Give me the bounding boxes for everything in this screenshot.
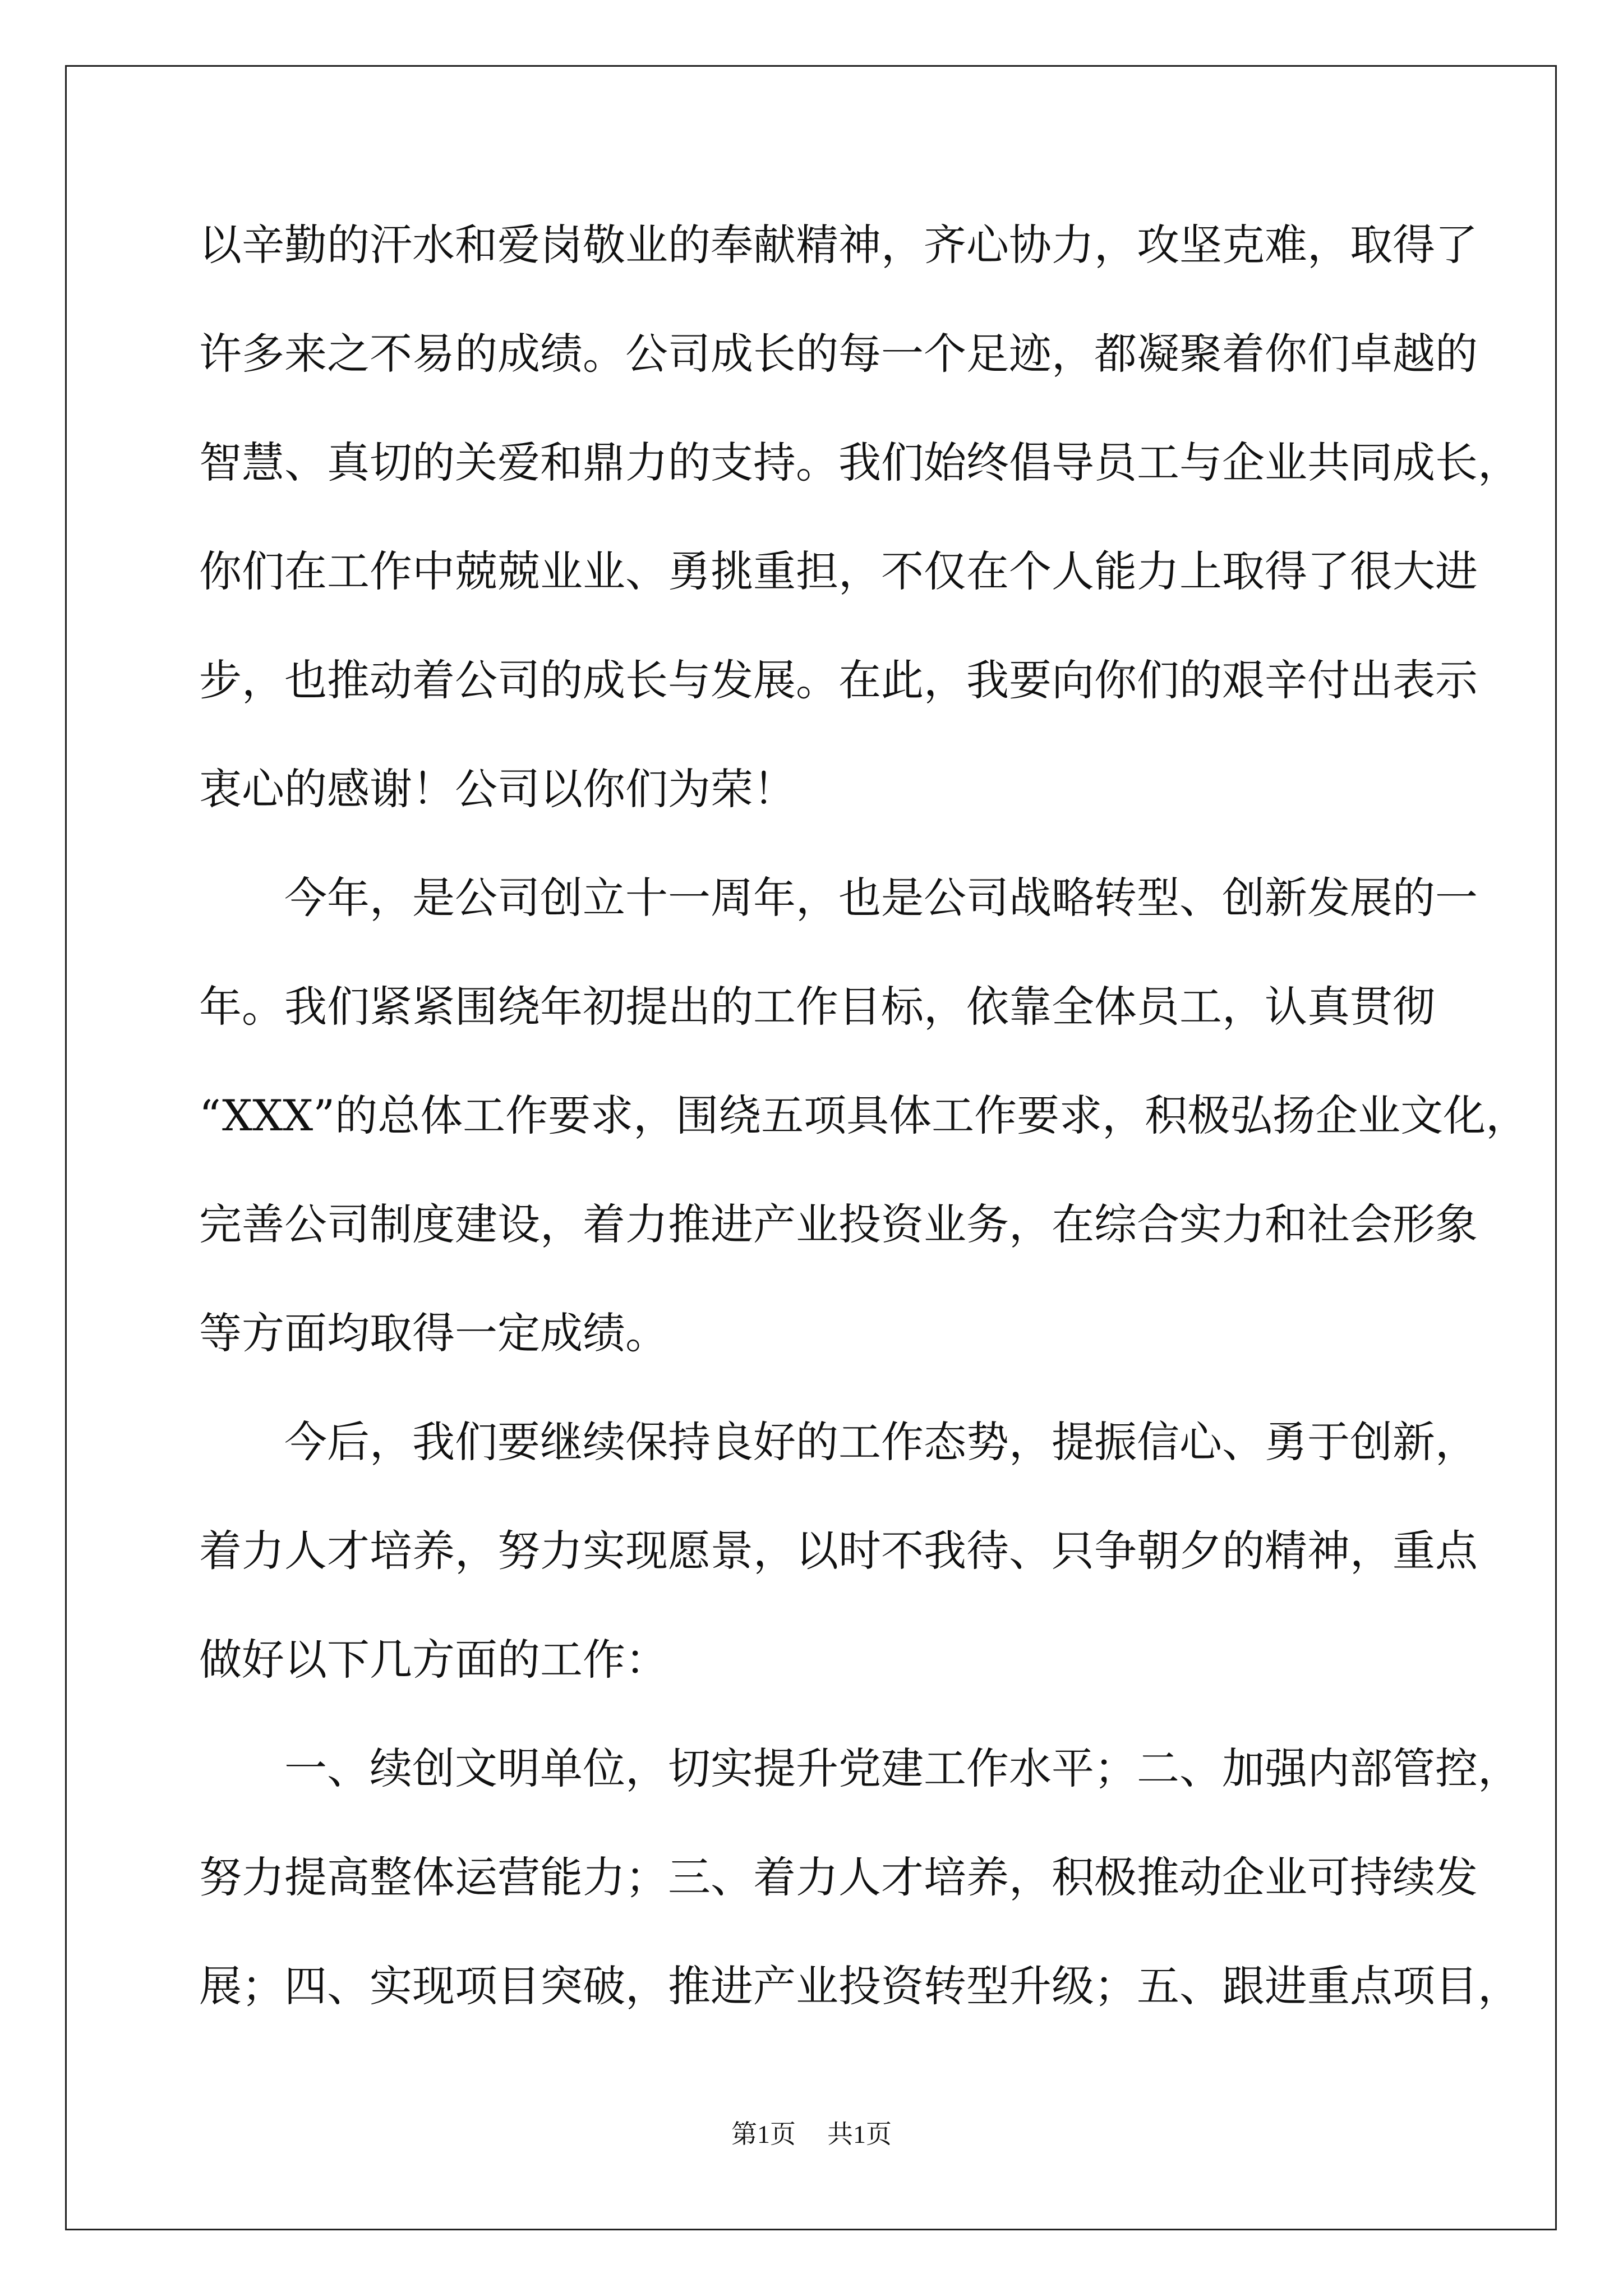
text-line: 衷心的感谢！公司以你们为荣！ (199, 764, 796, 814)
text-line: 以辛勤的汗水和爱岗敬业的奉献精神，齐心协力，攻坚克难，取得了 (199, 220, 1478, 270)
paragraph-start-line: 今后，我们要继续保持良好的工作态势，提振信心、勇于创新， (284, 1417, 1478, 1467)
text-line: 着力人才培养，努力实现愿景，以时不我待、只争朝夕的精神，重点 (199, 1526, 1478, 1576)
text-line: 展；四、实现项目突破，推进产业投资转型升级；五、跟进重点项目， (199, 1961, 1520, 2011)
text-line: 步，也推动着公司的成长与发展。在此，我要向你们的艰辛付出表示 (199, 655, 1478, 705)
page-footer (0, 2118, 1623, 2151)
text-line: “XXX”的总体工作要求，围绕五项具体工作要求，积极弘扬企业文化， (199, 1091, 1529, 1140)
text-line: 智慧、真切的关爱和鼎力的支持。我们始终倡导员工与企业共同成长， (199, 438, 1520, 487)
text-line: 你们在工作中兢兢业业、勇挑重担，不仅在个人能力上取得了很大进 (199, 546, 1478, 596)
text-line: 完善公司制度建设，着力推进产业投资业务，在综合实力和社会形象 (199, 1199, 1478, 1249)
page-total: 共1页 (827, 2120, 892, 2148)
text-line: 做好以下几方面的工作： (199, 1635, 668, 1685)
text-line: 许多来之不易的成绩。公司成长的每一个足迹，都凝聚着你们卓越的 (199, 329, 1478, 379)
text-line: 年。我们紧紧围绕年初提出的工作目标，依靠全体员工，认真贯彻 (199, 982, 1435, 1032)
page-number: 第1页 (731, 2120, 796, 2148)
paragraph-start-line: 今年，是公司创立十一周年，也是公司战略转型、创新发展的一 (284, 873, 1478, 923)
document-body (199, 191, 1529, 2041)
paragraph-start-line: 一、续创文明单位，切实提升党建工作水平；二、加强内部管控， (284, 1743, 1520, 1793)
text-line: 等方面均取得一定成绩。 (199, 1308, 668, 1358)
text-line: 努力提高整体运营能力；三、着力人才培养，积极推动企业可持续发 (199, 1852, 1478, 1902)
